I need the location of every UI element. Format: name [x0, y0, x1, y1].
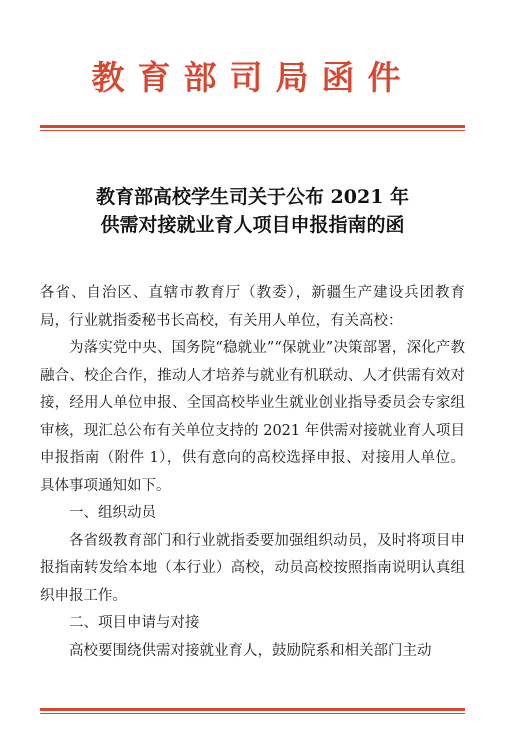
section-text-2: 高校要围绕供需对接就业育人，鼓励院系和相关部门主动	[69, 642, 432, 659]
document-body	[40, 280, 465, 665]
document-title-line-2: 供需对接就业育人项目申报指南的函	[100, 214, 405, 236]
letterhead-title: 教育部司局函件	[91, 58, 414, 97]
footer-rule-thin	[40, 713, 465, 714]
footer-rule-thick	[40, 708, 465, 711]
document-title-line-1: 教育部高校学生司关于公布 2021 年	[95, 186, 410, 208]
section-text-1: 各省级教育部门和行业就指委要加强组织动员，及时将项目申报指南转发给本地（本行业）高校，动员高校按照指南说明认真组织申报工作。	[40, 532, 465, 604]
document-title	[40, 183, 465, 239]
section-heading-1: 一、组织动员	[69, 505, 156, 521]
letterhead-rule-thin	[40, 130, 465, 131]
salutation: 各省、自治区、直辖市教育厅（教委），新疆生产建设兵团教育局，行业就指委秘书长高校，有关用人单位，有关高校：	[40, 285, 465, 329]
letterhead-rule-thick	[40, 125, 465, 128]
paragraph-intro: 为落实党中央、国务院“稳就业”“保就业”决策部署，深化产教融合、校企合作，推动人才培养与就业有机联动、人才供需有效对接，经用人单位申报、全国高校毕业生就业创业指导委员会专家组审核，现汇总公布有关单位支持的 2021 年供需对接就业育人项目申报指南（附件 1），供有意向的高校选择申报、对接用人单位。具体事项通知如下。	[40, 340, 465, 494]
section-heading-2: 二、项目申请与对接	[69, 615, 200, 631]
